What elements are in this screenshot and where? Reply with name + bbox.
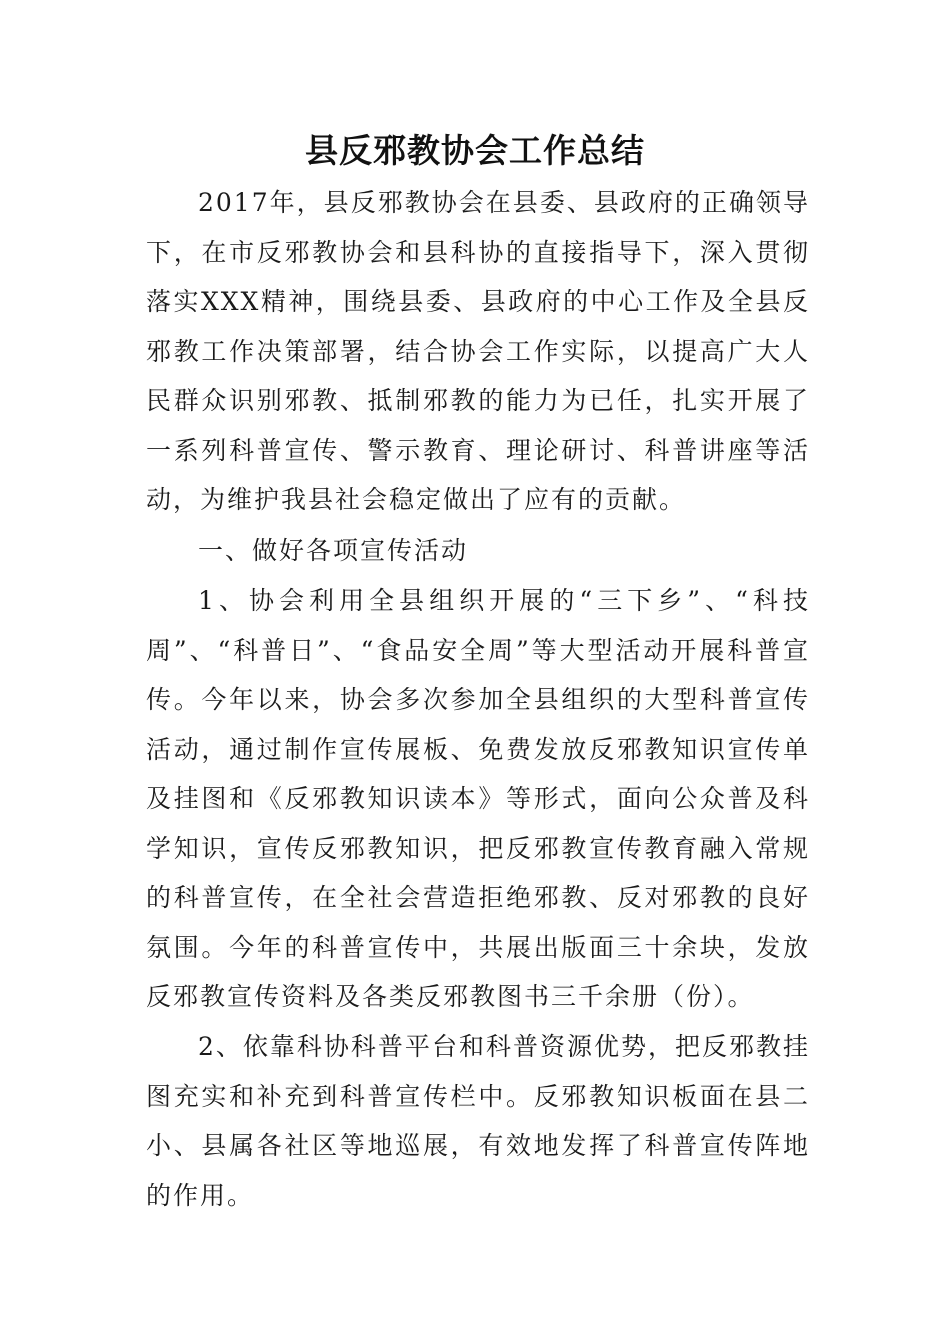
- intro-paragraph: 2017年，县反邪教协会在县委、县政府的正确领导下，在市反邪教协会和县科协的直接指导下，深入贯彻落实XXX精神，围绕县委、县政府的中心工作及全县反邪教工作决策部署，结合协会工作实际，以提高广大人民群众识别邪教、抵制邪教的能力为已任，扎实开展了一系列科普宣传、警示教育、理论研讨、科普讲座等活动，为维护我县社会稳定做出了应有的贡献。: [146, 188, 810, 514]
- item-1-paragraph: 1、协会利用全县组织开展的“三下乡”、“科技周”、“科普日”、“食品安全周”等大型活动开展科普宣传。今年以来，协会多次参加全县组织的大型科普宣传活动，通过制作宣传展板、免费发放反邪教知识宣传单及挂图和《反邪教知识读本》等形式，面向公众普及科学知识，宣传反邪教知识，把反邪教宣传教育融入常规的科普宣传，在全社会营造拒绝邪教、反对邪教的良好氛围。今年的科普宣传中，共展出版面三十余块，发放反邪教宣传资料及各类反邪教图书三千余册（份）。: [146, 586, 810, 1011]
- section-heading: 一、做好各项宣传活动: [198, 536, 469, 565]
- document-title: 县反邪教协会工作总结: [305, 131, 645, 170]
- item-2-paragraph: 2、依靠科协科普平台和科普资源优势，把反邪教挂图充实和补充到科普宣传栏中。反邪教知识板面在县二小、县属各社区等地巡展，有效地发挥了科普宣传阵地的作用。: [146, 1032, 810, 1210]
